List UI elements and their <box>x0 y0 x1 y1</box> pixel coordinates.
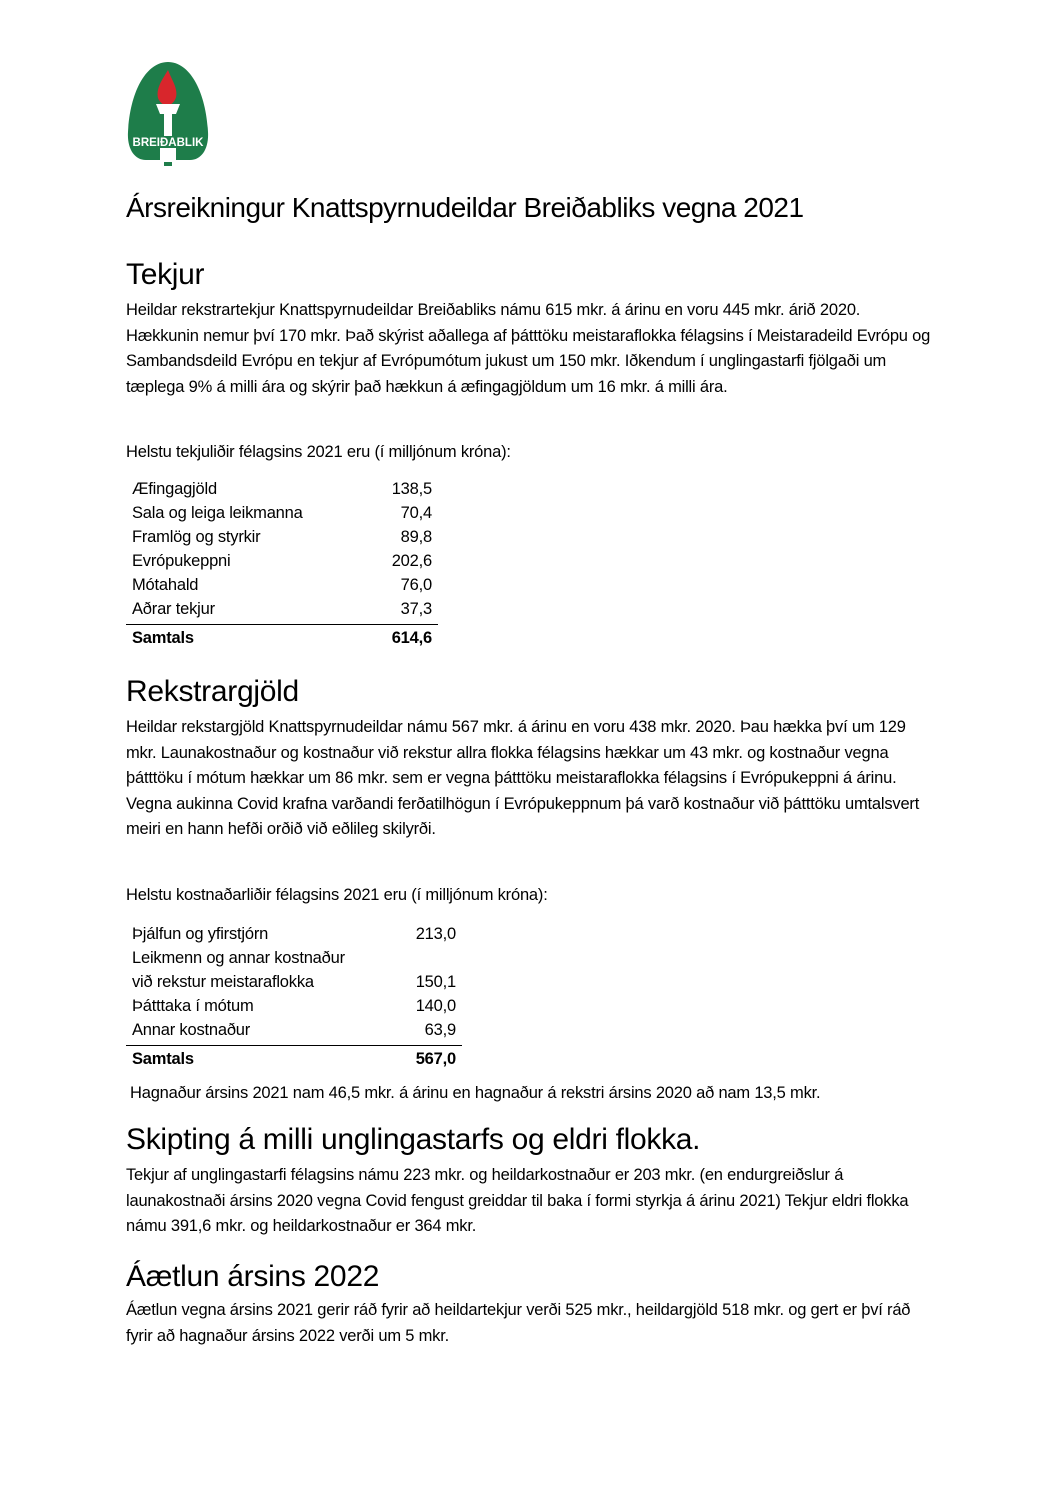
row-value: 76,0 <box>400 576 432 594</box>
row-label: Annar kostnaður <box>132 1021 251 1039</box>
row-value <box>399 949 462 973</box>
expenses-table <box>126 925 462 1072</box>
row-value: 138,5 <box>391 480 432 498</box>
table-row <box>126 949 462 973</box>
row-label: Æfingagjöld <box>132 480 217 498</box>
income-table <box>126 480 438 651</box>
table-row <box>126 973 462 997</box>
total-value: 567,0 <box>399 1046 462 1073</box>
row-value: 70,4 <box>400 504 432 522</box>
row-value: 140,0 <box>415 997 456 1015</box>
expenses-table-caption: Helstu kostnaðarliðir félagsins 2021 eru (í milljónum króna): <box>126 886 548 904</box>
row-value: 63,9 <box>424 1021 456 1039</box>
table-row <box>126 1021 462 1046</box>
split-heading: Skipting á milli unglingastarfs og eldri flokka. <box>126 1123 701 1156</box>
row-label: Evrópukeppni <box>132 552 231 570</box>
total-label: Samtals <box>126 625 369 652</box>
row-label: Mótahald <box>132 576 199 594</box>
plan-paragraph: Áætlun vegna ársins 2021 gerir ráð fyrir að heildartekjur verði 525 mkr., heildargjöld 518 mkr. og gert er því ráð fyrir að hagnaður ársins 2022 verði um 5 mkr. <box>126 1301 911 1345</box>
row-label: Leikmenn og annar kostnaður <box>132 949 345 967</box>
row-value: 89,8 <box>400 528 432 546</box>
income-paragraph: Heildar rekstrartekjur Knattspyrnudeildar Breiðabliks námu 615 mkr. á árinu en voru 445 mkr. árið 2020. Hækkunin nemur því 170 mkr. Það skýrist aðallega af þátttöku meistaraflokka félagsins í Meistaradeild Evrópu og Sambandsdeild Evrópu en tekjur af Evrópumótum jukust um 150 mkr. Iðkendum í unglingastarfi fjölgaði um tæplega 9% á milli ára og skýrir það hækkun á æfingagjöldum um 16 mkr. á milli ára. <box>126 301 931 396</box>
row-label: Framlög og styrkir <box>132 528 261 546</box>
total-row <box>126 625 438 652</box>
table-row <box>126 997 462 1021</box>
total-value: 614,6 <box>369 625 438 652</box>
table-row <box>126 576 438 600</box>
breidablik-logo <box>126 60 210 166</box>
split-paragraph: Tekjur af unglingastarfi félagsins námu 223 mkr. og heildarkostnaður er 203 mkr. (en endurgreiðslur á launakostnaði ársins 2020 vegna Covid fengust greiddar til baka í formi styrkja á árinu 2021) Tekjur eldri flokka námu 391,6 mkr. og heildarkostnaður er 364 mkr. <box>126 1166 909 1235</box>
row-value: 150,1 <box>415 973 456 991</box>
row-value: 37,3 <box>400 600 432 618</box>
expenses-paragraph: Heildar rekstargjöld Knattspyrnudeildar námu 567 mkr. á árinu en voru 438 mkr. 2020. Þau hækka því um 129 mkr. Launakostnaður og kostnaður við rekstur allra flokka félagsins hækkar um 43 mkr. og kostnaður vegna þátttöku í mótum hækkar um 86 mkr. sem er vegna þátttöku meistaraflokka félagsins í Evrópukeppni á árinu. Vegna aukinna Covid krafna varðandi ferðatilhögun í Evrópukeppnum þá varð kostnaður við þátttöku umtalsvert meiri en hann hefði orðið við eðlileg skilyrði. <box>126 718 920 838</box>
total-row <box>126 1046 462 1073</box>
row-label: við rekstur meistaraflokka <box>132 973 314 991</box>
profit-note: Hagnaður ársins 2021 nam 46,5 mkr. á árinu en hagnaður á rekstri ársins 2020 að nam 13,5 mkr. <box>130 1084 821 1102</box>
row-value: 213,0 <box>415 925 456 943</box>
table-row <box>126 925 462 949</box>
total-label: Samtals <box>126 1046 399 1073</box>
row-label: Þátttaka í mótum <box>132 997 254 1015</box>
table-row <box>126 480 438 504</box>
table-row <box>126 528 438 552</box>
plan-heading: Áætlun ársins 2022 <box>126 1260 380 1293</box>
row-label: Aðrar tekjur <box>132 600 215 618</box>
table-row <box>126 600 438 625</box>
table-row <box>126 552 438 576</box>
income-heading: Tekjur <box>126 258 205 291</box>
row-label: Þjálfun og yfirstjórn <box>132 925 269 943</box>
income-table-caption: Helstu tekjuliðir félagsins 2021 eru (í milljónum króna): <box>126 443 511 461</box>
table-row <box>126 504 438 528</box>
row-label: Sala og leiga leikmanna <box>132 504 303 522</box>
logo-text: BREIÐABLIK <box>132 137 204 149</box>
row-value: 202,6 <box>391 552 432 570</box>
expenses-heading: Rekstrargjöld <box>126 675 299 708</box>
document-title: Ársreikningur Knattspyrnudeildar Breiðabliks vegna 2021 <box>126 192 804 223</box>
